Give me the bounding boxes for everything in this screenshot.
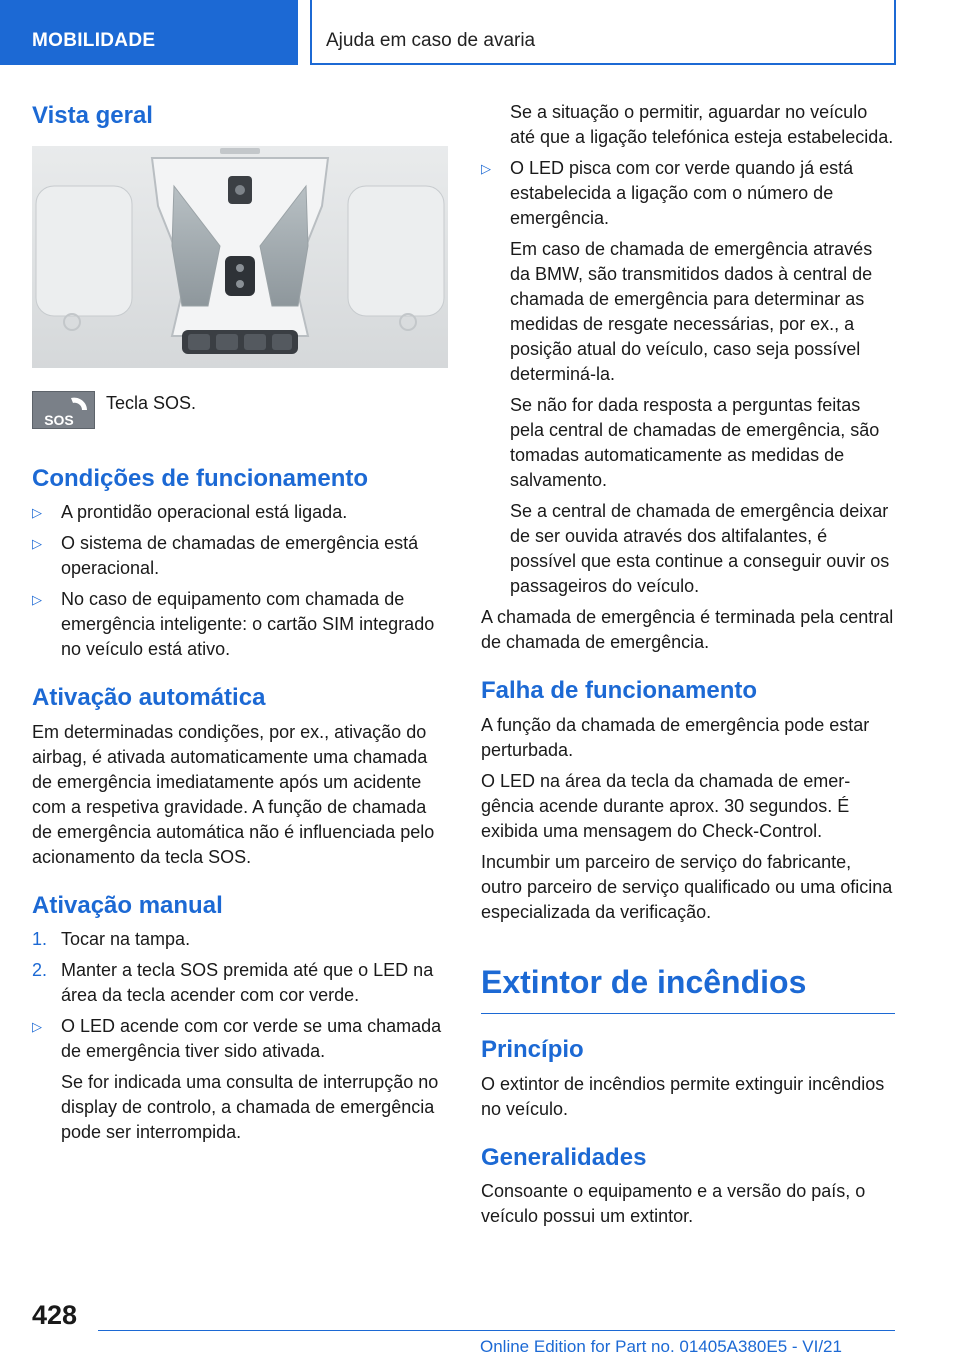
sos-phone-icon bbox=[32, 391, 95, 429]
heading-ativacao-automatica: Ativação automática bbox=[32, 684, 266, 712]
wait-paragraph: Se a situação o permitir, aguardar no veículo até que a ligação telefónica esteja estabelecida. bbox=[510, 102, 894, 147]
chapter-tab bbox=[310, 0, 896, 65]
general-text: Consoante o equipamento e a versão do país, o veículo possui um extintor. bbox=[481, 1181, 866, 1227]
step-number: 2. bbox=[32, 960, 48, 981]
chapter-title: Ajuda em caso de avaria bbox=[326, 30, 536, 51]
malfunction-text-2: O LED na área da tecla da chamada de emergência acende durante aprox. 30 segundos. É exibida uma mensagem do Check-Control. bbox=[481, 770, 851, 841]
manual-note: Se for indicada uma consulta de interrupção no display de controlo, a chamada de emergência pode ser interrompida. bbox=[61, 1072, 439, 1143]
heading-extintor: Extintor de incêndios bbox=[481, 963, 895, 1014]
triangle-right-icon: ▷ bbox=[32, 1019, 42, 1035]
conditions-list bbox=[32, 500, 448, 662]
call-ended-paragraph: A chamada de emergência é terminada pela central de chamada de emergência. bbox=[481, 607, 894, 652]
heading-principio: Princípio bbox=[481, 1035, 584, 1063]
triangle-right-icon: ▷ bbox=[32, 592, 42, 608]
heading-generalidades: Generalidades bbox=[481, 1143, 647, 1171]
section-title: MOBILIDADE bbox=[32, 30, 156, 51]
heading-condicoes: Condições de funcionamento bbox=[32, 464, 369, 492]
led-list bbox=[481, 156, 895, 231]
malfunction-text-3: Incumbir um parceiro de serviço do fabricante, outro parceiro de serviço qualificado ou uma oficina especializada da verificação. bbox=[481, 851, 893, 922]
auto-activation-text: Em determinadas condições, por ex., ativação do airbag, é ativada automaticamente uma chamada de emergência imediatamente após um acidente com a respetiva gravidade. A função de chamada de emergência automática não é influenciada pelo acionamento da tecla SOS. bbox=[32, 721, 435, 867]
roof-console-photo bbox=[32, 146, 448, 368]
sos-icon-text: SOS bbox=[44, 411, 74, 428]
manual-steps-list bbox=[32, 927, 448, 1064]
step-item: 2. Manter a tecla SOS premida até que o LED na área da tecla acender com cor verde. bbox=[32, 960, 434, 1006]
footer-divider bbox=[98, 1330, 895, 1331]
list-item: ▷ O LED pisca com cor verde quando já está estabelecida a ligação com o número de emergência. bbox=[481, 158, 854, 228]
edition-footer: Online Edition for Part no. 01405A380E5 - VI/21 bbox=[480, 1337, 842, 1356]
principle-text: O extintor de incêndios permite extinguir incêndios no veículo. bbox=[481, 1073, 885, 1119]
rescue-paragraph: Se não for dada resposta a perguntas feitas pela central de chamadas de emergência, são tomadas automaticamente as medidas de salvamento. bbox=[510, 395, 880, 490]
malfunction-text-1: A função da chamada de emergência pode estar perturbada. bbox=[481, 714, 870, 760]
data-transmission-paragraph: Em caso de chamada de emergência através da BMW, são transmitidos dados à central de chamada de emergência para determinar as medidas de resgate necessárias, por ex., a posição atual do veículo, caso seja possível determiná-la. bbox=[510, 239, 873, 384]
section-tab bbox=[0, 0, 298, 65]
page-number: 428 bbox=[32, 1300, 78, 1330]
speakers-paragraph: Se a central de chamada de emergência deixar de ser ouvida através dos altifalantes, é possível que esta continue a conseguir ouvir os passageiros do veículo. bbox=[510, 501, 890, 596]
heading-ativacao-manual: Ativação manual bbox=[32, 891, 223, 919]
list-item: ▷ O sistema de chamadas de emergência está operacional. bbox=[32, 533, 419, 579]
step-item: 1. Tocar na tampa. bbox=[32, 927, 448, 952]
left-column bbox=[32, 92, 448, 1151]
sos-caption: Tecla SOS. bbox=[106, 392, 197, 413]
list-item: ▷ No caso de equipamento com chamada de emergência inteligente: o cartão SIM integrado no veículo está ativo. bbox=[32, 589, 435, 660]
heading-falha: Falha de funcionamento bbox=[481, 677, 758, 704]
triangle-right-icon: ▷ bbox=[32, 505, 42, 521]
sos-caption-row bbox=[32, 391, 448, 443]
result-item: ▷ O LED acende com cor verde se uma chamada de emergência tiver sido ativada. bbox=[32, 1016, 442, 1062]
list-item: ▷ A prontidão operacional está ligada. bbox=[32, 500, 448, 525]
heading-vista-geral: Vista geral bbox=[32, 102, 153, 129]
triangle-right-icon: ▷ bbox=[481, 161, 491, 176]
triangle-right-icon: ▷ bbox=[32, 536, 42, 552]
right-column bbox=[481, 100, 895, 1235]
step-number: 1. bbox=[32, 929, 48, 950]
